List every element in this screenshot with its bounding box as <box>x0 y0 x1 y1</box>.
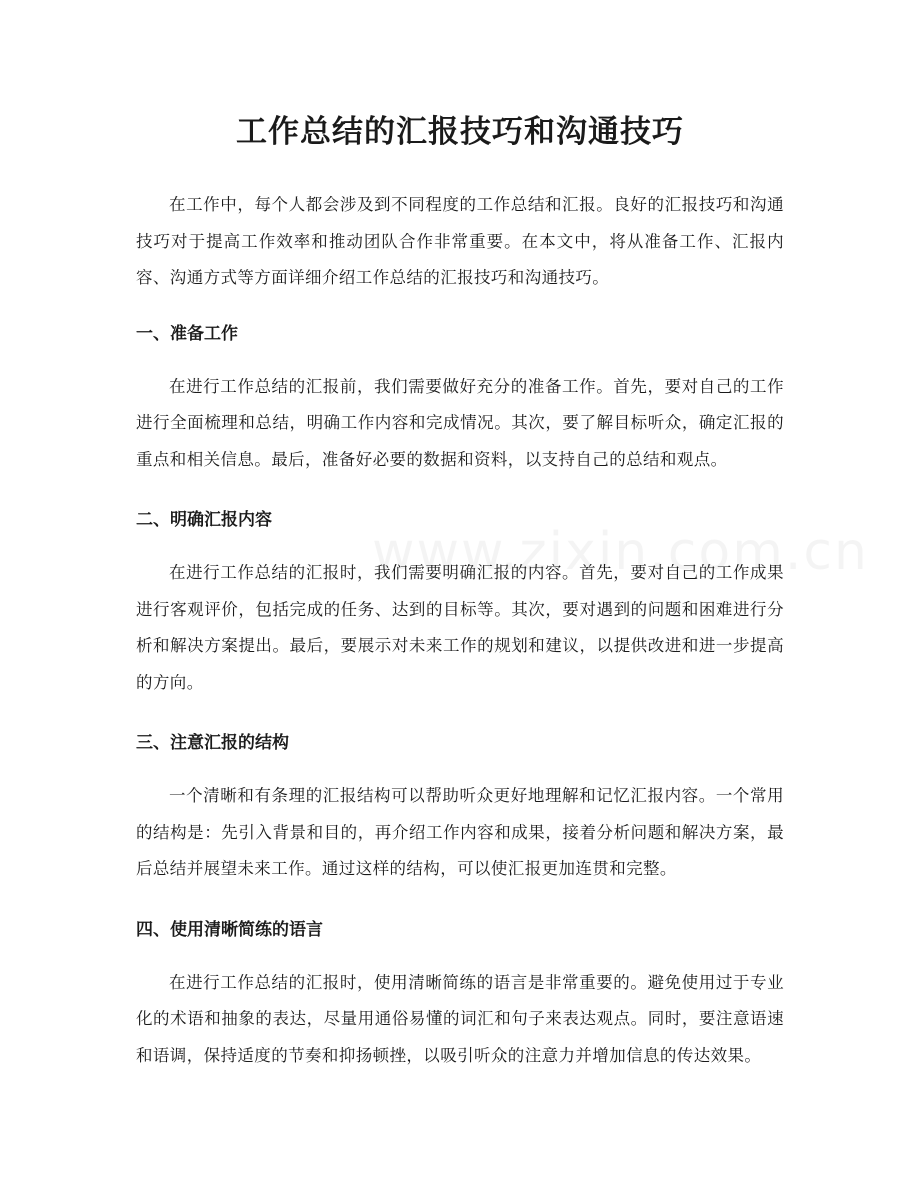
section-heading-content: 二、明确汇报内容 <box>136 510 272 530</box>
section-heading-preparation: 一、准备工作 <box>136 323 238 344</box>
section-heading-language: 四、使用清晰简练的语言 <box>136 919 323 940</box>
section-body-preparation: 在进行工作总结的汇报前，我们需要做好充分的准备工作。首先，要对自己的工作进行全面梳理和总结，明确工作内容和完成情况。其次，要了解目标听众，确定汇报的重点和相关信息。最后，准备好必要的数据和资料，以支持自己的总结和观点。 <box>136 376 784 469</box>
section-body-language: 在进行工作总结的汇报时，使用清晰简练的语言是非常重要的。避免使用过于专业化的术语和抽象的表达，尽量用通俗易懂的词汇和句子来表达观点。同时，要注意语速和语调，保持适度的节奏和抑扬顿挫，以吸引听众的注意力并增加信息的传达效果。 <box>136 972 784 1065</box>
section-heading-structure: 三、注意汇报的结构 <box>136 733 289 753</box>
section-body-content: 在进行工作总结的汇报时，我们需要明确汇报的内容。首先，要对自己的工作成果进行客观评价，包括完成的任务、达到的目标等。其次，要对遇到的问题和困难进行分析和解决方案提出。最后，要展示对未来工作的规划和建议，以提供改进和进一步提高的方向。 <box>136 563 784 692</box>
section-body-structure: 一个清晰和有条理的汇报结构可以帮助听众更好地理解和记忆汇报内容。一个常用的结构是：先引入背景和目的，再介绍工作内容和成果，接着分析问题和解决方案，最后总结并展望未来工作。通过这样的结构，可以使汇报更加连贯和完整。 <box>136 786 784 878</box>
intro-paragraph: 在工作中，每个人都会涉及到不同程度的工作总结和汇报。良好的汇报技巧和沟通技巧对于提高工作效率和推动团队合作非常重要。在本文中，将从准备工作、汇报内容、沟通方式等方面详细介绍工作总结的汇报技巧和沟通技巧。 <box>136 195 784 287</box>
document-title: 工作总结的汇报技巧和沟通技巧 <box>236 114 684 150</box>
